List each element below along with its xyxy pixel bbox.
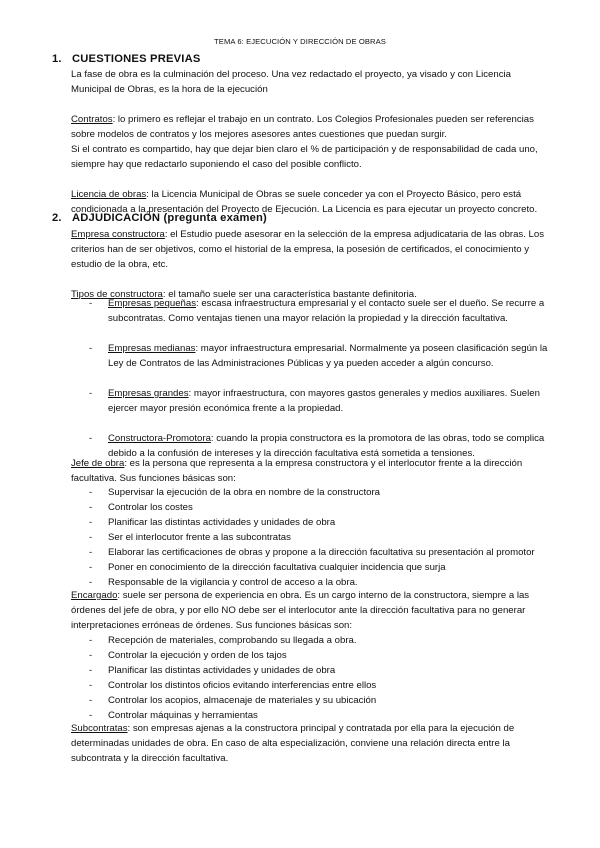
section-number: 1. xyxy=(52,53,62,65)
encargado-paragraph: Encargado: suele ser persona de experiencia en obra. Es un cargo interno de la constructora, siempre a las órdenes del jefe de obra, y por ello NO debe ser el interlocutor ante la dirección facultativa para no generar interpretaciones erróneas de órdenes. Sus funciones básicas son: xyxy=(71,590,530,631)
section-title: ADJUDICACIÓN (pregunta examen) xyxy=(72,212,267,224)
term-label: Empresas medianas xyxy=(108,343,196,354)
list-item: - Responsable de la vigilancia y control de acceso a la obra. xyxy=(89,577,358,588)
list-item: - Controlar la ejecución y orden de los tajos xyxy=(89,650,287,661)
section-1-body xyxy=(71,67,551,217)
term-label: Empresas grandes xyxy=(108,388,189,399)
list-item: - Poner en conocimiento de la dirección facultativa cualquier incidencia que surja xyxy=(89,562,446,573)
intro-paragraph: La fase de obra es la culminación del proceso. Una vez redactado el proyecto, ya visado y con Licencia Municipal de Obras, es la hora de la ejecución xyxy=(71,69,511,95)
term-label: Empresa constructora xyxy=(71,229,165,240)
jefe-de-obra-list xyxy=(71,485,551,590)
list-item: - Empresas medianas: mayor infraestructura empresarial. Normalmente ya poseen clasificación según la Ley de Contratos de las Administraciones Públicas y ya pueden acceder a algún concurso. xyxy=(89,343,548,369)
list-item: - Controlar los costes xyxy=(89,502,193,513)
list-item: - Constructora-Promotora: cuando la propia constructora es la promotora de las obras, todo se complica debido a la confusión de intereses y la dirección facultativa está sometida a tensiones. xyxy=(89,433,545,459)
list-item: - Controlar los distintos oficios evitando interferencias entre ellos xyxy=(89,680,377,691)
tipos-list xyxy=(71,296,551,461)
term-label: Encargado xyxy=(71,590,118,601)
list-item: - Controlar máquinas y herramientas xyxy=(89,710,258,721)
term-label: Contratos xyxy=(71,114,113,125)
contratos-paragraph-2: Si el contrato es compartido, hay que dejar bien claro el % de participación y de responsabilidad de cada uno, siempre hay que redactarlo suponiendo el caso del posible conflicto. xyxy=(71,144,538,170)
list-item: - Planificar las distintas actividades y unidades de obra xyxy=(89,517,336,528)
term-label: Tipos de constructora xyxy=(71,289,163,300)
contratos-paragraph: Contratos: lo primero es reflejar el trabajo en un contrato. Los Colegios Profesionales pueden ser referencias sobre modelos de contratos y los mejores asesores antes cuestiones que puedan surgir. xyxy=(71,114,534,140)
list-item: - Elaborar las certificaciones de obras y propone a la dirección facultativa su presentación al promotor xyxy=(89,547,535,558)
term-label: Jefe de obra xyxy=(71,458,125,469)
list-item: - Recepción de materiales, comprobando su llegada a obra. xyxy=(89,635,357,646)
list-item: - Supervisar la ejecución de la obra en nombre de la constructora xyxy=(89,487,380,498)
list-item: - Planificar las distintas actividades y unidades de obra xyxy=(89,665,336,676)
term-label: Licencia de obras xyxy=(71,189,147,200)
section-number: 2. xyxy=(52,212,62,224)
licencia-paragraph: Licencia de obras: la Licencia Municipal de Obras se suele conceder ya con el Proyecto Básico, pero está condicionada a la presentación del Proyecto de Ejecución. La Licencia es para ejecutar un proyecto concreto. xyxy=(71,189,538,215)
empresa-paragraph: Empresa constructora: el Estudio puede asesorar en la selección de la empresa adjudicataria de las obras. Los criterios han de ser objetivos, como el historial de la empresa, la posesión de certificados, el conocimiento y estudio de la obra, etc. xyxy=(71,229,545,270)
jefe-de-obra-paragraph: Jefe de obra: es la persona que representa a la empresa constructora y el interlocutor frente a la dirección facultativa. Sus funciones básicas son: xyxy=(71,458,523,484)
subcontratas-paragraph: Subcontratas: son empresas ajenas a la constructora principal y contratada por ella para la ejecución de determinadas unidades de obra. En caso de alta especialización, conviene una relación directa entre la subcontrata y la dirección facultativa. xyxy=(71,723,515,764)
list-item: - Empresas pequeñas: escasa infraestructura empresarial y el contacto suele ser el dueño. Se recurre a subcontratas. Como ventajas tienen una mayor relación la propiedad y la dirección facultativa. xyxy=(89,298,545,324)
term-label: Constructora-Promotora xyxy=(108,433,211,444)
list-item: - Controlar los acopios, almacenaje de materiales y su ubicación xyxy=(89,695,377,706)
list-item: - Ser el interlocutor frente a las subcontratas xyxy=(89,532,291,543)
section-2-heading xyxy=(52,212,267,224)
encargado-list xyxy=(71,633,551,723)
section-title: CUESTIONES PREVIAS xyxy=(72,53,201,65)
document-title: TEMA 6: EJECUCIÓN Y DIRECCIÓN DE OBRAS xyxy=(214,37,386,46)
tipos-paragraph: Tipos de constructora: el tamaño suele ser una característica bastante definitoria. xyxy=(71,289,417,300)
empresa-constructora-block xyxy=(71,227,551,302)
term-label: Empresas pequeñas xyxy=(108,298,196,309)
list-item: - Empresas grandes: mayor infraestructura, con mayores gastos generales y medios auxiliares. Suelen ejercer mayor presión económica frente a la propiedad. xyxy=(89,388,540,414)
section-1-heading xyxy=(52,53,201,65)
term-label: Subcontratas xyxy=(71,723,128,734)
